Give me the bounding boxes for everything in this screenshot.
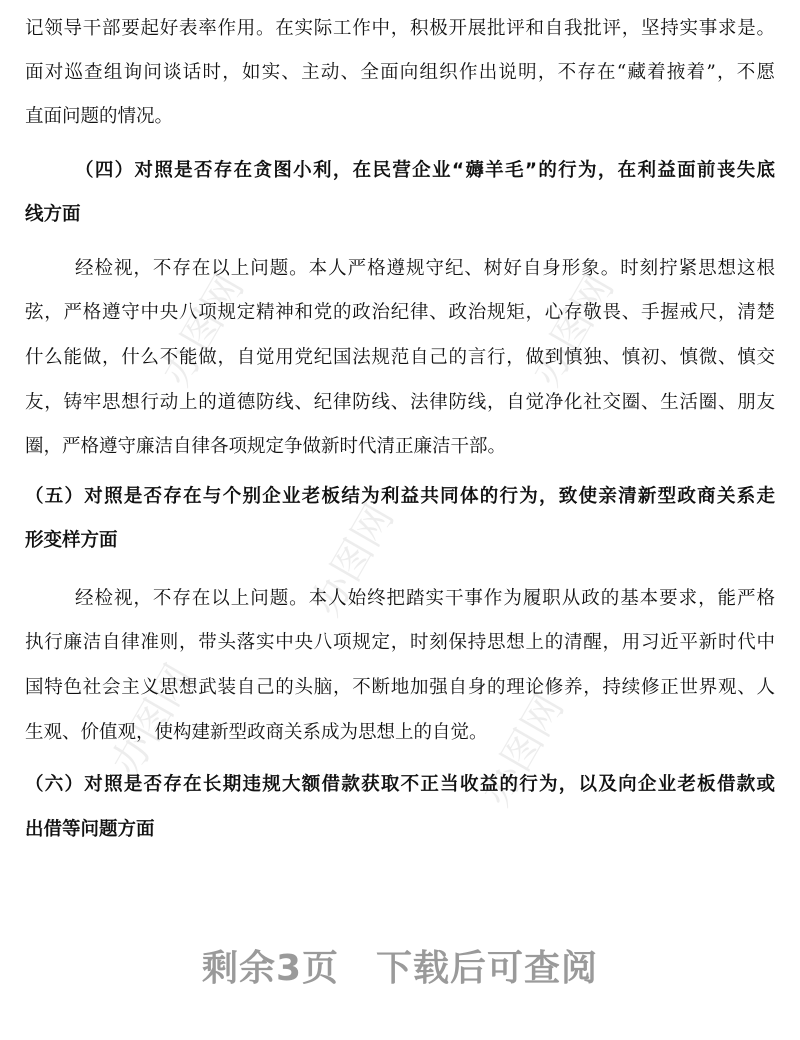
text-line: 国特色社会主义思想武装自己的头脑，不断地加强自身的理论修养，持续修正世界观、人 [25,677,775,698]
text-line: 经检视，不存在以上问题。本人严格遵规守纪、树好自身形象。时刻拧紧思想这根 [75,258,775,279]
text-line: 经检视，不存在以上问题。本人始终把踏实干事作为履职从政的基本要求，能严格 [75,588,775,609]
text-line: 友，铸牢思想行动上的道德防线、纪律防线、法律防线，自觉净化社交圈、生活圈、朋友 [25,392,775,413]
heading-line: 线方面 [25,204,81,225]
text-line: 什么能做，什么不能做，自觉用党纪国法规范自己的言行，做到慎独、慎初、慎微、慎交 [25,347,775,368]
remaining-pages-notice[interactable]: 剩余3页 下载后可查阅 [201,948,599,989]
text-line: 弦，严格遵守中央八项规定精神和党的政治纪律、政治规矩，心存敬畏、手握戒尺，清楚 [25,302,775,323]
watermark: 办图网 [103,656,203,784]
heading-line: 出借等问题方面 [25,819,155,840]
heading-line: （四）对照是否存在贪图小利，在民营企业“薅羊毛”的行为，在利益面前丧失底 [75,160,775,181]
watermark: 办图网 [523,266,623,394]
text-line: 圈，严格遵守廉洁自律各项规定争做新时代清正廉洁干部。 [25,436,507,457]
text-line: 生观、价值观，使构建新型政商关系成为思想上的自觉。 [25,722,488,743]
watermark: 办图网 [473,686,573,814]
heading-line: （六）对照是否存在长期违规大额借款获取不正当收益的行为，以及向企业老板借款或 [25,774,775,795]
text-line: 执行廉洁自律准则，带头落实中央八项规定，时刻保持思想上的清醒，用习近平新时代中 [25,632,775,653]
heading-line: 形变样方面 [25,530,118,551]
text-line: 记领导干部要起好表率作用。在实际工作中，积极开展批评和自我批评，坚持实事求是。 [25,18,775,39]
watermark: 办图网 [153,266,253,394]
text-line: 面对巡查组询问谈话时，如实、主动、全面向组织作出说明，不存在“藏着掖着”，不愿 [25,62,775,83]
heading-line: （五）对照是否存在与个别企业老板结为利益共同体的行为，致使亲清新型政商关系走 [25,486,775,507]
text-line: 直面问题的情况。 [25,106,174,127]
watermark: 办图网 [303,496,403,624]
